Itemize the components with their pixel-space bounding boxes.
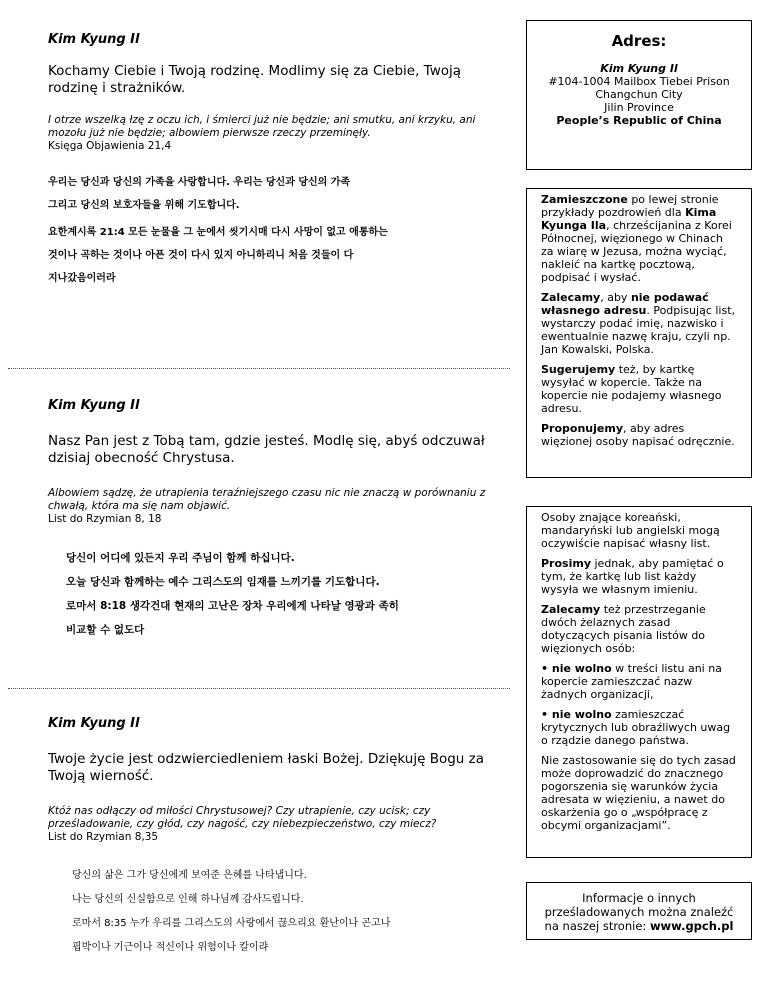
instruction-paragraph — [541, 193, 737, 284]
recipient-name: Kim Kyung Il — [48, 398, 140, 413]
verse-reference: Księga Objawienia 21,4 — [48, 140, 172, 152]
cut-line — [8, 688, 510, 689]
bold-text: • nie wolno — [541, 708, 612, 721]
korean-line: 당신이 어디에 있든지 우리 주님이 함께 하십니다. — [66, 552, 295, 564]
address-title: Adres: — [611, 32, 667, 50]
rule-paragraph — [541, 708, 737, 747]
korean-line: 오늘 당신과 함께하는 예수 그리스도의 임재를 느끼기를 기도합니다. — [66, 576, 380, 588]
bible-verse — [48, 114, 508, 153]
verse-reference: List do Rzymian 8, 18 — [48, 513, 162, 525]
instructions-box — [526, 188, 752, 478]
text: po lewej stronie przykłady pozdrowień dla — [541, 193, 719, 219]
address-name: Kim Kyung Il — [600, 62, 678, 75]
korean-text — [48, 171, 508, 290]
greeting-card-1 — [48, 32, 508, 290]
korean-line: 나는 당신의 신실함으로 인해 하나님께 감사드립니다. — [72, 894, 304, 905]
bold-text: • nie wolno — [541, 662, 612, 675]
greeting-message: Twoje życie jest odzwierciedleniem łaski Bożej. Dziękuję Bogu za Twoją wierność. — [48, 751, 484, 784]
text: , aby — [600, 291, 631, 304]
text: Nie zastosowanie się do tych zasad może doprowadzić do znacznego pogorszenia się warunków życia adresata w więzieniu, a nawet do oskarżenia go o „współpracę z obcymi organizacjami”. — [541, 754, 736, 832]
recipient-name: Kim Kyung Il — [48, 32, 140, 47]
bold-text: Kima Kyunga Ila — [541, 206, 717, 232]
text: . Podpisując list, wystarczy podać imię, nazwisko i ewentualnie nazwę kraju, czyli np. Jan Kowalski, Polska. — [541, 304, 736, 356]
korean-text — [48, 546, 508, 642]
korean-line: 핍박이나 기근이나 적신이나 위험이나 칼이랴 — [72, 942, 269, 953]
text: też przestrzeganie dwóch żelaznych zasad dotyczących pisania listów do więzionych osób: — [541, 603, 706, 655]
address-line: Jilin Province — [604, 101, 674, 114]
bold-text: Prosimy — [541, 557, 591, 570]
verse-text: Albowiem sądzę, że utrapienia teraźniejszego czasu nic nie znaczą w porównaniu z chwałą, która ma się nam objawić. — [48, 487, 486, 512]
recipient-name: Kim Kyung Il — [48, 716, 140, 731]
rules-list — [541, 511, 737, 832]
greeting-message: Kochamy Ciebie i Twoją rodzinę. Modlimy się za Ciebie, Twoją rodzinę i strażników. — [48, 63, 462, 96]
info-label: Informacje o innych prześladowanych można znaleźć na naszej stronie: — [544, 891, 734, 933]
instruction-paragraph — [541, 291, 737, 356]
info-text — [537, 891, 741, 933]
address-line: Changchun City — [595, 88, 683, 101]
cut-line — [8, 368, 510, 369]
address-country: People’s Republic of China — [556, 114, 722, 127]
korean-line: 그리고 당신의 보호자들을 위해 기도합니다. — [48, 200, 240, 211]
rule-paragraph — [541, 557, 737, 596]
greeting-card-2 — [48, 398, 508, 642]
bold-text: Zalecamy — [541, 291, 601, 304]
bold-text: Proponujemy — [541, 422, 624, 435]
korean-line: 로마서 8:35 누가 우리를 그리스도의 사랑에서 끊으리요 환난이나 곤고나 — [72, 918, 391, 929]
address-line: #104-1004 Mailbox Tiebei Prison — [548, 75, 730, 88]
instructions-list — [541, 193, 737, 448]
rules-box — [526, 506, 752, 858]
instruction-paragraph — [541, 363, 737, 415]
korean-line: 로마서 8:18 생각건대 현재의 고난은 장차 우리에게 나타날 영광과 족히 — [66, 600, 399, 612]
rule-paragraph — [541, 511, 737, 550]
bold-text: Zamieszczone — [541, 193, 628, 206]
bold-text: Zalecamy — [541, 603, 601, 616]
info-box — [526, 882, 752, 940]
text: w treści listu ani na kopercie zamieszczać nazw żadnych organizacji, — [541, 662, 722, 701]
korean-line: 당신의 삶은 그가 당신에게 보여준 은혜를 나타냅니다. — [72, 870, 307, 881]
bible-verse — [48, 487, 508, 526]
korean-line: 것이나 곡하는 것이나 아픈 것이 다시 있지 아니하리니 처음 것들이 다 — [48, 250, 354, 261]
text: jednak, aby pamiętać o tym, że kartkę lub list każdy wysyła we własnym imieniu. — [541, 557, 724, 596]
korean-line: 지나갔음이러라 — [48, 273, 116, 284]
bold-text: Sugerujemy — [541, 363, 616, 376]
korean-line: 요한계시록 21:4 모든 눈물을 그 눈에서 씻기시매 다시 사망이 없고 애통하는 — [48, 227, 388, 238]
korean-line: 우리는 당신과 당신의 가족을 사랑합니다. 우리는 당신과 당신의 가족 — [48, 177, 351, 188]
verse-text: I otrze wszelką łzę z oczu ich, i śmierci już nie będzie; ani smutku, ani krzyku, ani mozołu już nie będzie; albowiem pierwsze rzeczy przeminęły. — [48, 114, 476, 139]
text: też, by kartkę wysyłać w kopercie. Także na kopercie nie podajemy własnego adresu. — [541, 363, 722, 415]
greeting-message: Nasz Pan jest z Tobą tam, gdzie jesteś. Modlę się, abyś odczuwał dzisiaj obecność Chrystusa. — [48, 433, 485, 466]
bible-verse — [48, 805, 508, 844]
text: zamieszczać krytycznych lub obraźliwych uwag o rządzie danego państwa. — [541, 708, 731, 747]
verse-text: Któż nas odłączy od miłości Chrystusowej? Czy utrapienie, czy ucisk; czy prześladowanie, czy głód, czy nagość, czy niebezpieczeństwo, czy miecz? — [48, 805, 437, 830]
korean-text — [48, 864, 508, 960]
text: , aby adres więzionej osoby napisać odręcznie. — [541, 422, 735, 448]
rule-paragraph — [541, 662, 737, 701]
text: Osoby znające koreański, mandaryński lub angielski mogą oczywiście napisać własny list. — [541, 511, 720, 550]
korean-line: 비교할 수 없도다 — [66, 624, 145, 636]
website-link[interactable]: www.gpch.pl — [649, 919, 734, 933]
rule-paragraph — [541, 754, 737, 832]
rule-paragraph — [541, 603, 737, 655]
instruction-paragraph — [541, 422, 737, 448]
greeting-card-3 — [48, 716, 508, 960]
text: , chrześcijanina z Korei Północnej, więzionego w Chinach za wiarę w Jezusa, można wyciąć, nakleić na kartkę pocztową, podpisać i wysłać. — [541, 219, 732, 284]
address-box — [526, 20, 752, 170]
bold-text: nie podawać własnego adresu — [541, 291, 709, 317]
verse-reference: List do Rzymian 8,35 — [48, 831, 159, 843]
